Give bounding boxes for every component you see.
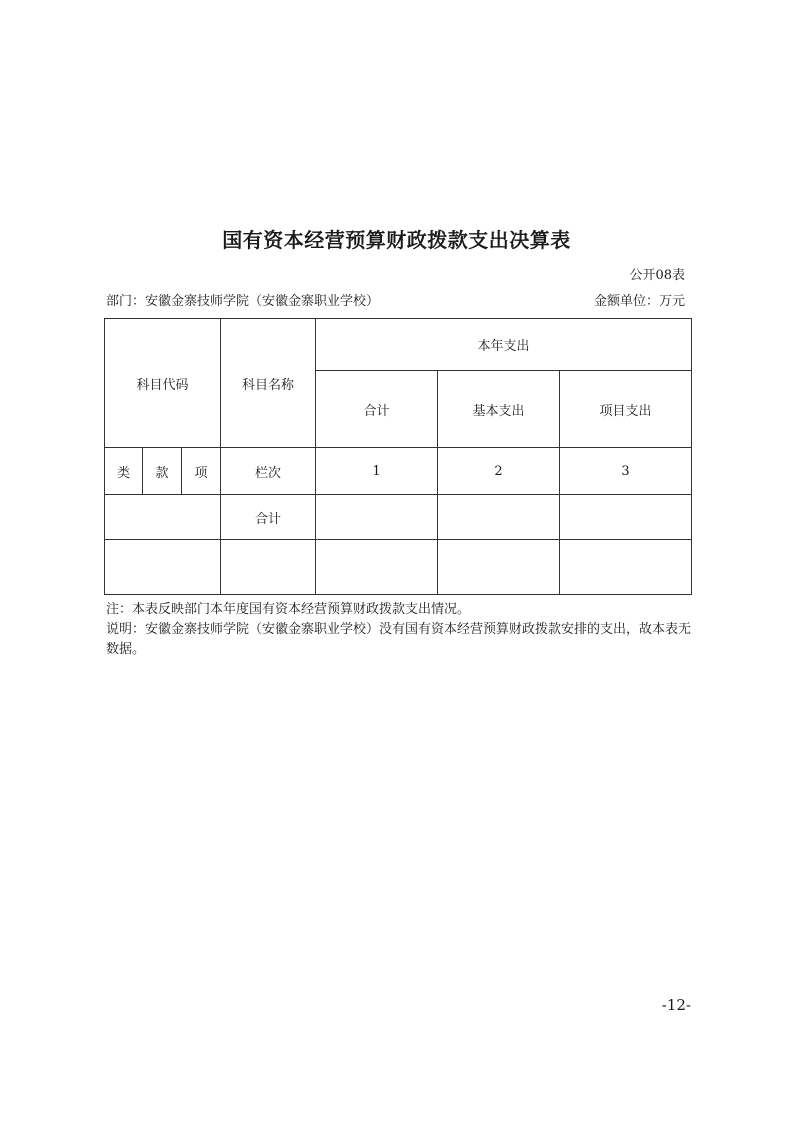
amount-unit-label: 金额单位：万元 [593,294,685,309]
page-number: -12- [661,996,691,1014]
sub-header-section: 款 [143,448,182,495]
index-row [105,448,692,495]
department-label: 部门：安徽金寨技师学院（安徽金寨职业学校） [106,294,380,309]
explanation-text: 说明：安徽金寨技师学院（安徽金寨职业学校）没有国有资本经营预算财政拨款安排的支出，故本表无数据。 [106,622,692,657]
form-code: 公开08表 [629,268,685,283]
column-index-1: 1 [316,448,438,495]
empty-row-code-cell [105,540,221,595]
header-total: 合计 [316,371,438,448]
empty-data-row [105,540,692,595]
total-row-project-value [560,495,692,540]
empty-row-total-cell [316,540,438,595]
row-index-label: 栏次 [221,448,316,495]
notes-section [106,600,696,660]
empty-row-project-cell [560,540,692,595]
total-row-basic-value [438,495,560,540]
empty-row-basic-cell [438,540,560,595]
empty-row-name-cell [221,540,316,595]
page-title: 国有资本经营预算财政拨款支出决算表 [222,228,571,252]
total-row-total-value [316,495,438,540]
budget-table [104,318,692,595]
header-basic-expenditure: 基本支出 [438,371,560,448]
total-row [105,495,692,540]
sub-header-item: 项 [182,448,221,495]
total-row-code-cell [105,495,221,540]
header-project-expenditure: 项目支出 [560,371,692,448]
header-subject-name: 科目名称 [221,319,316,448]
sub-header-class: 类 [105,448,143,495]
column-index-3: 3 [560,448,692,495]
note-text: 注：本表反映部门本年度国有资本经营预算财政拨款支出情况。 [106,602,471,617]
header-subject-code: 科目代码 [105,319,221,448]
header-current-year-expenditure: 本年支出 [316,319,692,371]
total-row-label: 合计 [221,495,316,540]
header-row-1 [105,319,692,371]
column-index-2: 2 [438,448,560,495]
